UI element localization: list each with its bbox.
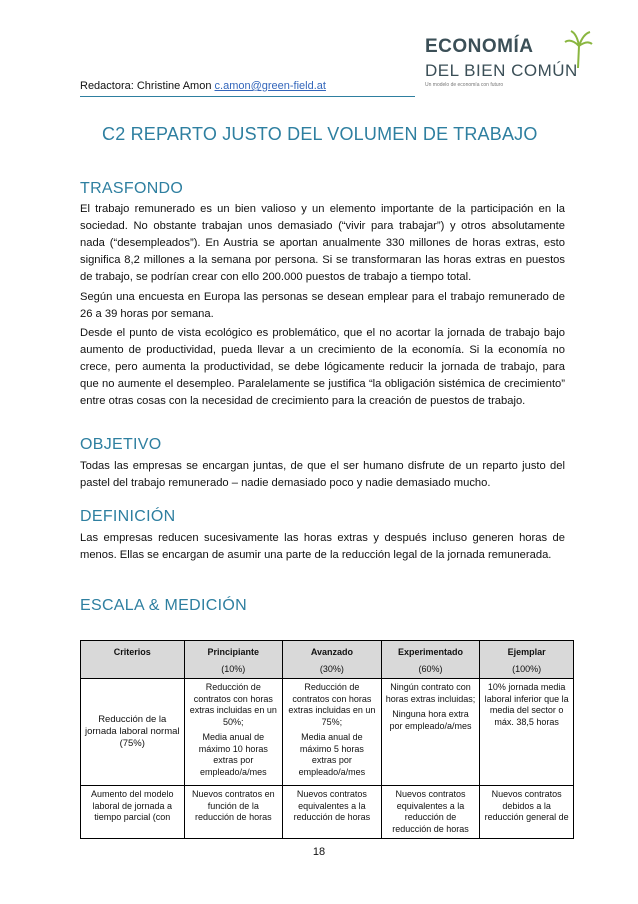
header-divider [80,96,415,97]
cell-ejemplar: 10% jornada media laboral inferior que la media del sector o máx. 38,5 horas [480,679,574,786]
cell-avanzado: Reducción de contratos con horas extras incluidas en un 75%; Media anual de máximo 5 horas extras por empleado/a/mes [283,679,382,786]
cell-principiante: Nuevos contratos en función de la reducción de horas [184,786,283,839]
trasfondo-paragraph-3: Desde el punto de vista ecológico es problemático, que el no acortar la jornada de trabajo bajo aumento de productividad, pueda llevar a un crecimiento de la economía. Si la economía no crece, pero aumenta la productividad, se debe lógicamente reducir la jornada de trabajo, para que no aumente el desempleo. Paralelamente se justifica “la obligación sistémica de crecimiento” entre otras cosas con la necesidad de crecimiento para la creación de puestos de trabajo. [80,327,565,408]
logo-tagline: Un modelo de economía con futuro [425,82,504,88]
table-header-row [81,641,574,679]
author-label: Redactora: Christine Amon [80,80,212,92]
page-title: C2 REPARTO JUSTO DEL VOLUMEN DE TRABAJO [102,124,538,144]
cell-experimentado: Nuevos contratos equivalentes a la reducción de reducción de horas [381,786,480,839]
table-row [81,679,574,786]
evaluation-table [80,640,574,839]
cell-criterio: Reducción de la jornada laboral normal (75%) [81,679,185,786]
page-number: 18 [312,846,326,858]
page-header [80,0,580,105]
trasfondo-paragraph-1: El trabajo remunerado es un bien valioso y un elemento importante de la participación en la sociedad. No obstante trabajan unos demasiado (“vivir para trabajar”) y otros absolutamente nada (“desempleados”). En Austria se aportan anualmente 330 millones de horas extras, esto significa 8,2 millones a la semana por persona. Si se transformaran las horas extras en puestos de trabajo, se podrían crear con ello 200.000 puestos de trabajo a tiempo total. [80,203,565,284]
cell-ejemplar: Nuevos contratos debidos a la reducción general de [480,786,574,839]
trasfondo-paragraph-2: Según una encuesta en Europa las personas se desean emplear para el trabajo remunerado de 26 a 39 horas por semana. [80,291,565,321]
header-ejemplar: Ejemplar (100%) [480,641,574,679]
heading-trasfondo: TRASFONDO [80,180,184,197]
heading-definicion: DEFINICIÓN [80,508,176,525]
header-principiante: Principiante (10%) [184,641,283,679]
cell-avanzado: Nuevos contratos equivalentes a la reducción de horas [283,786,382,839]
header-experimentado: Experimentado (60%) [381,641,480,679]
logo-line1: ECONOMÍA [425,36,534,57]
cell-experimentado: Ningún contrato con horas extras incluidas; Ninguna hora extra por empleado/a/mes [381,679,480,786]
table-row [81,786,574,839]
heading-escala-medicion: ESCALA & MEDICIÓN [80,597,247,614]
header-criterios: Criterios [81,641,185,679]
cell-criterio: Aumento del modelo laboral de jornada a tiempo parcial (con [81,786,185,839]
palm-tree-icon [563,28,593,68]
heading-objetivo: OBJETIVO [80,436,162,453]
author-line [80,80,326,92]
objetivo-paragraph: Todas las empresas se encargan juntas, de que el ser humano disfrute de un reparto justo del pastel del trabajo remunerado – nadie demasiado poco y nadie demasiado mucho. [80,460,565,490]
definicion-paragraph: Las empresas reducen sucesivamente las horas extras y después incluso generen horas de menos. Ellas se encargan de asumir una parte de la reducción legal de la jornada remunerada. [80,532,565,562]
logo-line2: DEL BIEN COMÚN [425,61,578,80]
logo [425,28,605,88]
header-avanzado: Avanzado (30%) [283,641,382,679]
cell-principiante: Reducción de contratos con horas extras incluidas en un 50%; Media anual de máximo 10 horas extras por empleado/a/mes [184,679,283,786]
author-email-link[interactable]: c.amon@green-field.at [214,80,326,92]
